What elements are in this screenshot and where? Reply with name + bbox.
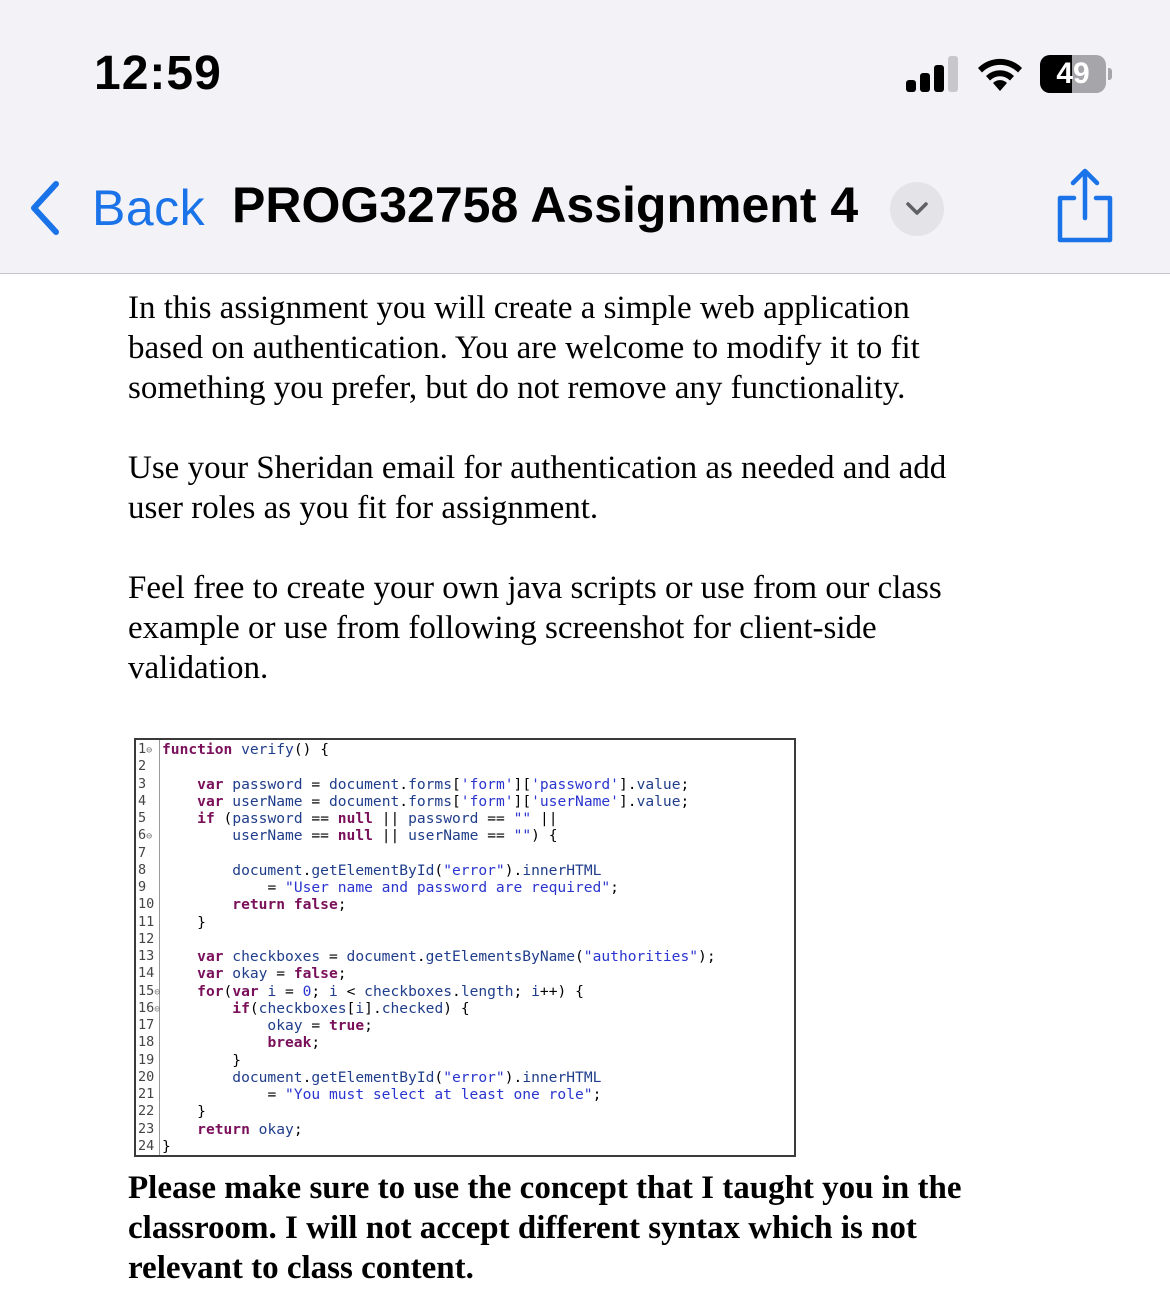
line-number: 23 (138, 1120, 155, 1137)
code-screenshot (134, 738, 796, 1157)
code-line (136, 1052, 792, 1069)
line-number: 11 (138, 913, 155, 930)
code-text: if (password == null || password == "" || (197, 810, 558, 827)
code-line (136, 758, 792, 775)
fold-marker-icon: ⊖ (146, 745, 153, 756)
instructor-note: Please make sure to use the concept that I taught you in the classroom. I will not accept different syntax which is not relevant to class content. (128, 1170, 962, 1286)
share-icon[interactable] (1054, 168, 1116, 244)
code-line (136, 793, 792, 810)
code-text: function verify() { (162, 741, 329, 758)
line-number: 4 (138, 792, 147, 809)
line-number: 8 (138, 861, 147, 878)
navigation-bar (0, 150, 1170, 274)
code-text: = "You must select at least one role"; (267, 1086, 602, 1103)
line-number: 19 (138, 1051, 155, 1068)
signal-bar (934, 65, 944, 92)
line-number: 12 (138, 930, 155, 947)
code-line (136, 896, 792, 913)
paragraph: Use your Sheridan email for authentication as needed and add user roles as you fit for assignment. (128, 450, 947, 526)
line-number: 18 (138, 1034, 155, 1051)
chevron-left-icon (24, 178, 64, 238)
code-line (136, 776, 792, 793)
assignment-description (128, 288, 1008, 688)
code-line (136, 1086, 792, 1103)
code-text (158, 845, 162, 862)
line-number: 14 (138, 965, 155, 982)
code-text: = "User name and password are required"; (267, 879, 619, 896)
code-line (136, 983, 792, 1000)
line-number: 21 (138, 1086, 155, 1102)
fold-marker-icon: ⊖ (154, 1003, 161, 1015)
signal-bar (948, 56, 958, 92)
code-text: userName == null || userName == "") { (162, 827, 558, 845)
line-number: 10 (138, 896, 155, 913)
page-title: PROG32758 Assignment 4 (232, 177, 859, 233)
code-text: for(var i = 0; i < checkboxes.length; i++) { (197, 982, 584, 1000)
line-number: 20 (138, 1068, 155, 1085)
code-text: var userName = document.forms['form']['userName'].value; (197, 792, 690, 810)
code-text: if(checkboxes[i].checked) { (232, 999, 470, 1017)
status-time: 12:59 (94, 47, 222, 100)
line-number: 5 (138, 810, 147, 826)
line-number: 3 (138, 775, 147, 792)
code-text: break; (267, 1034, 321, 1052)
paragraph: In this assignment you will create a simple web application based on authentication. You are welcome to modify it to fit something you prefer, but do not remove any functionality. (128, 290, 920, 406)
code-line (136, 741, 792, 758)
code-line (136, 810, 792, 827)
code-text: var okay = false; (197, 965, 347, 983)
fold-marker-icon: ⊖ (154, 986, 161, 998)
code-text: } (197, 913, 206, 931)
code-line (136, 1000, 792, 1017)
line-number: 13 (138, 948, 155, 964)
code-text: okay = true; (162, 1017, 373, 1034)
code-line (136, 1138, 792, 1155)
fold-marker-icon: ⊖ (146, 831, 153, 843)
code-line (136, 965, 792, 982)
code-listing (136, 741, 792, 1155)
back-button[interactable] (24, 176, 205, 240)
code-text: return okay; (197, 1120, 303, 1138)
code-text: } (197, 1103, 206, 1121)
code-line (136, 862, 792, 879)
code-text: return false; (232, 896, 347, 914)
code-line (136, 827, 792, 844)
line-number: 22 (138, 1103, 155, 1120)
code-line (136, 914, 792, 931)
line-number: 9 (138, 879, 147, 895)
code-line (136, 948, 792, 965)
code-text (158, 931, 162, 948)
battery-nub (1108, 68, 1112, 80)
code-text: var checkboxes = document.getElementsByName("authorities"); (197, 948, 716, 965)
line-number: 2 (138, 758, 147, 775)
signal-bar (906, 80, 916, 92)
code-line (136, 845, 792, 862)
code-line (136, 1103, 792, 1120)
line-number: 24 (138, 1137, 155, 1154)
chevron-down-icon (905, 201, 929, 217)
wifi-icon (974, 54, 1026, 94)
line-number: 16⊖ (138, 999, 161, 1016)
line-number: 15⊖ (138, 982, 161, 999)
status-bar (0, 0, 1170, 150)
signal-bar (920, 73, 930, 92)
battery-icon (1040, 55, 1110, 93)
code-line (136, 879, 792, 896)
code-line (136, 1121, 792, 1138)
cellular-signal-icon (906, 56, 960, 92)
line-number: 7 (138, 844, 147, 861)
code-text: } (232, 1051, 242, 1069)
code-text: } (162, 1137, 171, 1155)
battery-percent: 49 (1056, 57, 1090, 90)
code-line (136, 1017, 792, 1034)
code-text: document.getElementById("error").innerHTML (162, 1068, 602, 1086)
title-menu-button[interactable] (890, 182, 944, 236)
line-number: 1⊖ (138, 741, 153, 757)
code-line (136, 1069, 792, 1086)
code-text: var password = document.forms['form']['password'].value; (197, 775, 690, 793)
line-number: 17 (138, 1017, 155, 1033)
paragraph: Feel free to create your own java scripts or use from our class example or use from following screenshot for client-side validation. (128, 570, 942, 686)
line-number: 6⊖ (138, 827, 153, 844)
code-line (136, 931, 792, 948)
code-line (136, 1034, 792, 1051)
back-label: Back (92, 180, 206, 236)
code-text: document.getElementById("error").innerHTML (162, 861, 602, 879)
code-text (158, 758, 162, 775)
